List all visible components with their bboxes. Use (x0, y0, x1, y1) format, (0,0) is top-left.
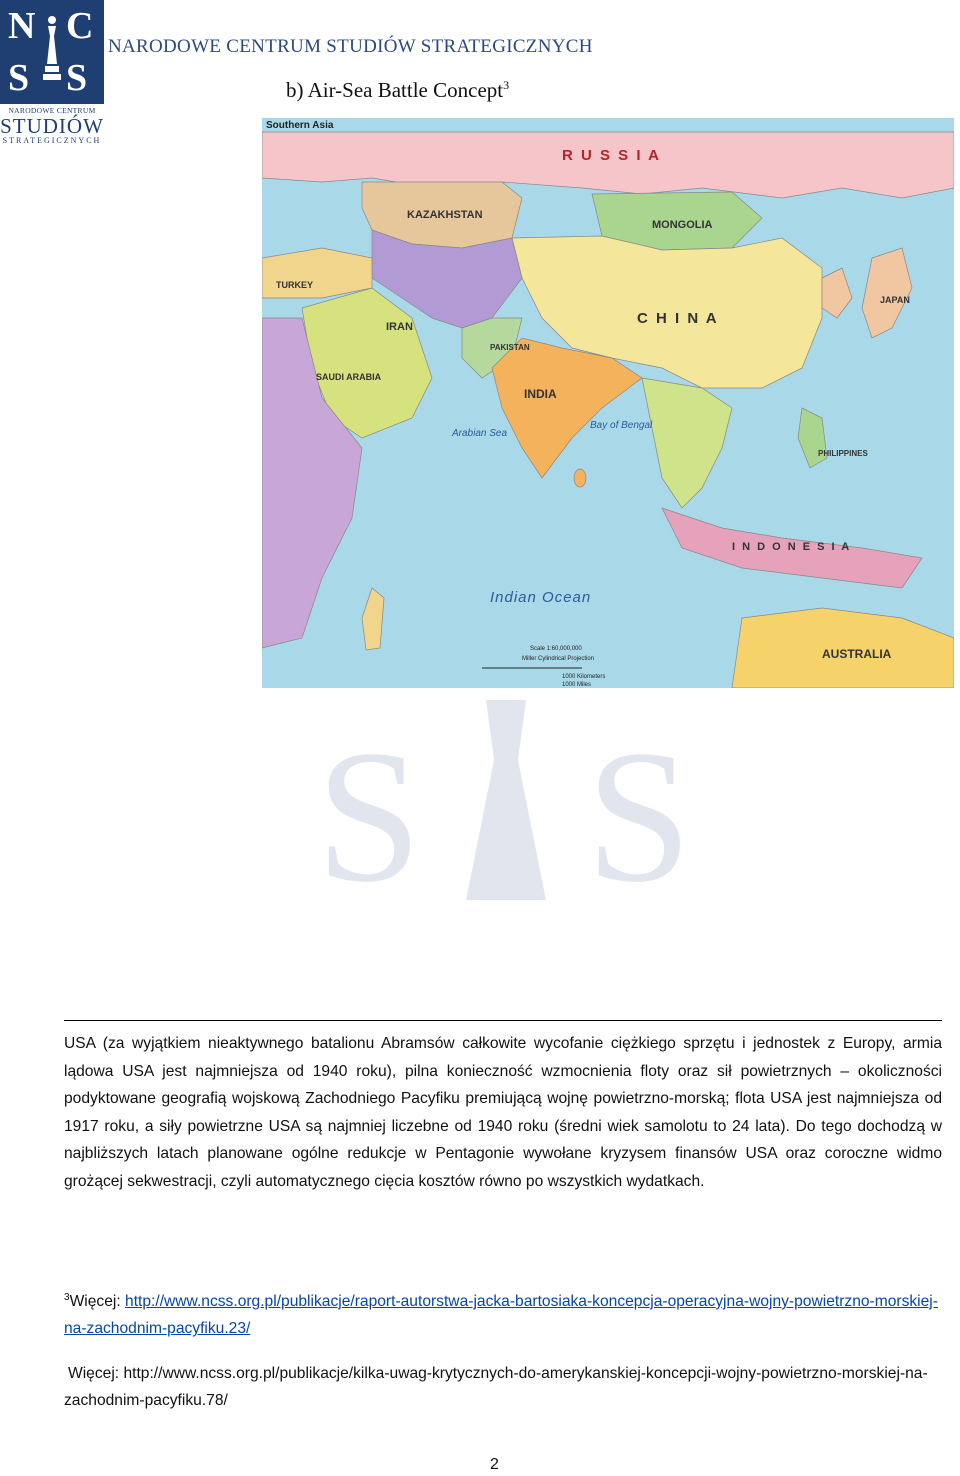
label-projection: Miller Cylindrical Projection (522, 656, 595, 662)
label-saudi: SAUDI ARABIA (316, 372, 382, 382)
logo-line-2: STUDIÓW (0, 114, 104, 138)
footnote-2 (64, 1360, 942, 1414)
svg-text:S: S (316, 712, 422, 910)
footnote-rule (64, 1020, 942, 1021)
chess-piece-icon (42, 14, 62, 90)
logo-letter-s1: S (8, 57, 30, 99)
label-russia: R U S S I A (562, 147, 661, 164)
label-mongolia: MONGOLIA (652, 219, 713, 231)
southern-asia-map (262, 118, 954, 688)
label-arabian-sea: Arabian Sea (452, 428, 508, 439)
label-philippines: PHILIPPINES (818, 449, 868, 458)
map-title: Southern Asia (266, 120, 334, 131)
figure-caption (286, 78, 509, 103)
body-paragraph: USA (za wyjątkiem nieaktywnego batalionu Abramsów całkowite wycofanie ciężkiego sprzętu i jednostek z Europy, armia lądowa USA jest najmniejsza od 1940 roku), pilna konieczność wzmocnienia floty oraz sił powietrznych – okoliczności podyktowane geografią wojskową Zachodniego Pacyfiku premiującą wojnę powietrzno-morską; flota USA jest najmniejsza od 1917 roku, a siły powietrzne USA są najmniej liczebne od 1940 roku (średni wiek samolotu to 24 lata). Do tego dochodzą w najbliższych latach planowane ogólne redukcje w Pentagonie wywołane kryzysem finansów USA oraz coroczne widmo grożącej sekwestracji, czyli automatycznego cięcia kosztów równo po wszystkich wydatkach. (64, 1035, 942, 1190)
logo-letter-n: N (8, 5, 36, 47)
map-sri-lanka (574, 469, 586, 487)
label-km: 1000 Kilometers (562, 674, 606, 680)
label-turkey: TURKEY (276, 280, 314, 290)
label-indonesia: I N D O N E S I A (732, 541, 852, 553)
footnote-ref[interactable]: 3 (503, 78, 510, 92)
label-india: INDIA (524, 387, 557, 401)
watermark-logo-icon (256, 700, 756, 910)
svg-text:S: S (586, 712, 692, 910)
page-number: 2 (490, 1456, 499, 1473)
label-china: C H I N A (637, 310, 719, 327)
logo-line-1: NARODOWE CENTRUM (8, 106, 96, 115)
footnote-1-prefix: Więcej: (69, 1293, 126, 1311)
footnote-1 (64, 1284, 942, 1342)
label-indian-ocean: Indian Ocean (490, 589, 592, 606)
label-pakistan: PAKISTAN (490, 343, 530, 352)
logo-letter-s2: S (66, 57, 88, 99)
label-japan: JAPAN (880, 295, 910, 305)
label-kazakhstan: KAZAKHSTAN (407, 209, 483, 221)
logo-line-3: STRATEGICZNYCH (2, 136, 102, 145)
map-turkey (262, 248, 372, 298)
footnote-2-text: Więcej: http://www.ncss.org.pl/publikacje/kilka-uwag-krytycznych-do-amerykanskiej-koncepcji-wojny-powietrzno-morskiej-na-zachodnim-pacyfiku.78/ (64, 1365, 928, 1409)
header-title: NARODOWE CENTRUM STUDIÓW STRATEGICZNYCH (108, 36, 593, 57)
footnote-1-link[interactable]: http://www.ncss.org.pl/publikacje/raport-autorstwa-jacka-bartosiaka-koncepcja-operacyjna-wojny-powietrzno-morskiej-na-zachodnim-pacyfiku.23/ (64, 1293, 938, 1338)
footnote-1-number: 3 (64, 1292, 70, 1303)
label-scale: Scale 1:60,000,000 (530, 646, 582, 652)
figure-caption-text: b) Air-Sea Battle Concept (286, 78, 504, 102)
label-iran: IRAN (386, 321, 413, 333)
ncss-logo (0, 0, 104, 146)
label-bay-of-bengal: Bay of Bengal (590, 420, 653, 431)
label-australia: AUSTRALIA (822, 647, 892, 661)
label-miles: 1000 Miles (562, 682, 592, 688)
logo-letter-c: C (66, 5, 94, 47)
logo-box (0, 0, 104, 104)
